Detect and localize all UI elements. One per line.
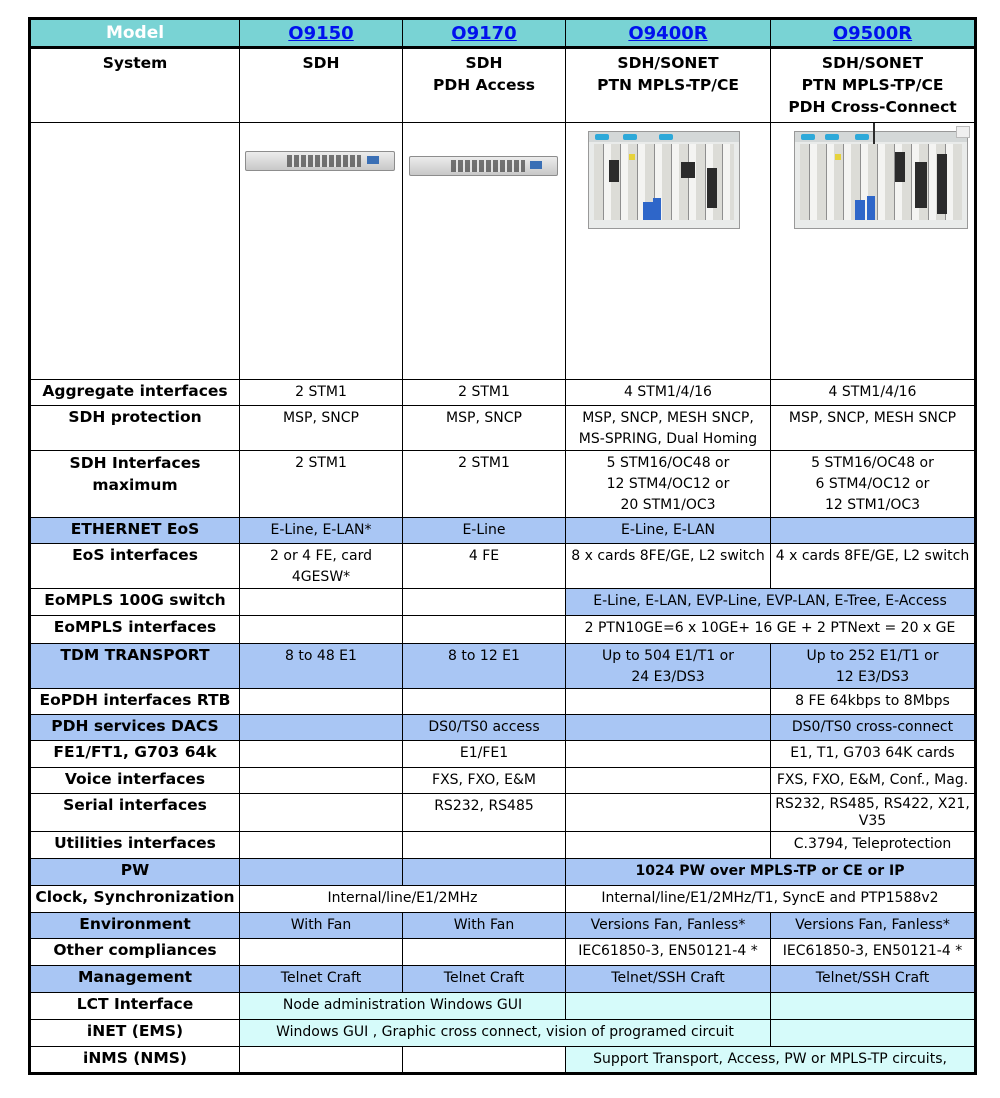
cell-o9150: MSP, SNCP <box>240 406 403 451</box>
model-link-o9500r[interactable]: O9500R <box>832 22 913 44</box>
cell-o9500r: Telnet/SSH Craft <box>771 966 976 993</box>
cell-o9150: Telnet Craft <box>240 966 403 993</box>
row-label: ETHERNET EoS <box>30 518 240 544</box>
row-eos-interfaces <box>30 544 976 589</box>
cell-o9170: 2 STM1 <box>403 451 566 518</box>
row-aggregate <box>30 380 976 406</box>
cell-o9400r <box>566 715 771 741</box>
header-model-o9400r <box>566 19 771 48</box>
row-ethernet-eos <box>30 518 976 544</box>
row-label: iNMS (NMS) <box>30 1047 240 1074</box>
header-model: Model <box>30 19 240 48</box>
row-label: Serial interfaces <box>30 794 240 832</box>
cell-o9150 <box>240 859 403 886</box>
cell-o9400r-o9500r: E-Line, E-LAN, EVP-Line, EVP-LAN, E-Tree, E-Access <box>566 589 976 616</box>
cell-o9150-o9400r: Windows GUI , Graphic cross connect, vision of programed circuit <box>240 1020 771 1047</box>
system-row <box>30 48 976 123</box>
row-inms <box>30 1047 976 1074</box>
cell-o9170 <box>403 832 566 859</box>
cell-o9150 <box>240 768 403 794</box>
image-row-label <box>30 123 240 380</box>
header-model-o9150 <box>240 19 403 48</box>
row-label: PDH services DACS <box>30 715 240 741</box>
system-o9500r: SDH/SONET PTN MPLS-TP/CE PDH Cross-Connect <box>771 48 976 123</box>
header-model-o9500r <box>771 19 976 48</box>
cell-o9400r <box>566 741 771 768</box>
header-row <box>30 19 976 48</box>
cell-o9500r: 4 STM1/4/16 <box>771 380 976 406</box>
cell-o9170: E1/FE1 <box>403 741 566 768</box>
row-environment <box>30 913 976 939</box>
cell-o9400r: Versions Fan, Fanless* <box>566 913 771 939</box>
cell-o9400r-o9500r: Internal/line/E1/2MHz/T1, SyncE and PTP1588v2 <box>566 886 976 913</box>
row-label: iNET (EMS) <box>30 1020 240 1047</box>
row-pw <box>30 859 976 886</box>
cell-o9150 <box>240 689 403 715</box>
cell-o9150 <box>240 715 403 741</box>
row-utilities <box>30 832 976 859</box>
device-image-o9150 <box>245 151 395 171</box>
cell-o9150 <box>240 939 403 966</box>
cell-o9150-o9170: Internal/line/E1/2MHz <box>240 886 566 913</box>
cell-o9500r: MSP, SNCP, MESH SNCP <box>771 406 976 451</box>
cell-o9170: RS232, RS485 <box>403 794 566 832</box>
cell-o9500r: C.3794, Teleprotection <box>771 832 976 859</box>
cell-o9500r <box>771 518 976 544</box>
row-label: Environment <box>30 913 240 939</box>
cell-o9400r: Up to 504 E1/T1 or 24 E3/DS3 <box>566 644 771 689</box>
cell-o9400r-o9500r: Support Transport, Access, PW or MPLS-TP circuits, <box>566 1047 976 1074</box>
cell-o9400r <box>566 689 771 715</box>
row-voice <box>30 768 976 794</box>
row-label: EoMPLS 100G switch <box>30 589 240 616</box>
product-comparison-table <box>28 17 977 1075</box>
row-label-system: System <box>30 48 240 123</box>
row-eompls-switch <box>30 589 976 616</box>
row-label: Aggregate interfaces <box>30 380 240 406</box>
row-management <box>30 966 976 993</box>
device-image-cell-o9150 <box>240 123 403 380</box>
cell-o9500r: E1, T1, G703 64K cards <box>771 741 976 768</box>
cell-o9150 <box>240 616 403 644</box>
device-image-o9170 <box>409 156 558 176</box>
row-label: PW <box>30 859 240 886</box>
cell-o9150-o9170: Node administration Windows GUI <box>240 993 566 1020</box>
cell-o9150: 2 STM1 <box>240 380 403 406</box>
row-tdm-transport <box>30 644 976 689</box>
device-image-cell-o9170 <box>403 123 566 380</box>
cell-o9400r-o9500r: 2 PTN10GE=6 x 10GE+ 16 GE + 2 PTNext = 20 x GE <box>566 616 976 644</box>
cell-o9400r: IEC61850-3, EN50121-4 * <box>566 939 771 966</box>
cell-o9400r <box>566 993 771 1020</box>
row-fe1 <box>30 741 976 768</box>
cell-o9150 <box>240 832 403 859</box>
row-sdh-interfaces <box>30 451 976 518</box>
dropdown-arrow-icon[interactable] <box>956 126 970 138</box>
cell-o9400r <box>566 768 771 794</box>
cell-o9150 <box>240 1047 403 1074</box>
device-image-o9400r <box>588 131 740 229</box>
cell-o9170 <box>403 616 566 644</box>
cell-o9170: FXS, FXO, E&M <box>403 768 566 794</box>
cell-o9500r: 8 FE 64kbps to 8Mbps <box>771 689 976 715</box>
model-link-o9400r[interactable]: O9400R <box>628 22 708 44</box>
row-label: SDH protection <box>30 406 240 451</box>
cell-o9400r: 5 STM16/OC48 or 12 STM4/OC12 or 20 STM1/OC3 <box>566 451 771 518</box>
row-serial <box>30 794 976 832</box>
cell-o9170: Telnet Craft <box>403 966 566 993</box>
cell-o9150: 2 or 4 FE, card 4GESW* <box>240 544 403 589</box>
cell-o9150: With Fan <box>240 913 403 939</box>
cell-o9170: 4 FE <box>403 544 566 589</box>
cell-o9500r: Up to 252 E1/T1 or 12 E3/DS3 <box>771 644 976 689</box>
row-label: Other compliances <box>30 939 240 966</box>
row-label: LCT Interface <box>30 993 240 1020</box>
cell-o9400r: 8 x cards 8FE/GE, L2 switch <box>566 544 771 589</box>
device-image-o9500r <box>794 131 968 229</box>
row-label: Utilities interfaces <box>30 832 240 859</box>
row-sdh-protection <box>30 406 976 451</box>
device-image-row <box>30 123 976 380</box>
cell-o9170: E-Line <box>403 518 566 544</box>
cell-o9500r: Versions Fan, Fanless* <box>771 913 976 939</box>
cell-o9170: MSP, SNCP <box>403 406 566 451</box>
model-link-o9170[interactable]: O9170 <box>451 22 517 44</box>
cell-o9150 <box>240 741 403 768</box>
cell-o9170: With Fan <box>403 913 566 939</box>
cell-o9400r: E-Line, E-LAN <box>566 518 771 544</box>
cell-o9170 <box>403 689 566 715</box>
cell-o9500r: RS232, RS485, RS422, X21, V35 <box>771 794 976 832</box>
row-label: Voice interfaces <box>30 768 240 794</box>
cell-o9400r: 4 STM1/4/16 <box>566 380 771 406</box>
cell-o9170 <box>403 589 566 616</box>
model-link-o9150[interactable]: O9150 <box>288 22 354 44</box>
row-label: EoPDH interfaces RTB <box>30 689 240 715</box>
cell-o9170 <box>403 1047 566 1074</box>
cell-o9400r <box>566 832 771 859</box>
cell-o9400r: Telnet/SSH Craft <box>566 966 771 993</box>
cell-o9170: 2 STM1 <box>403 380 566 406</box>
row-label: Clock, Synchronization <box>30 886 240 913</box>
cell-o9400r: MSP, SNCP, MESH SNCP, MS-SPRING, Dual Homing <box>566 406 771 451</box>
header-model-o9170 <box>403 19 566 48</box>
row-label: EoS interfaces <box>30 544 240 589</box>
cell-o9400r-o9500r: 1024 PW over MPLS-TP or CE or IP <box>566 859 976 886</box>
system-o9170: SDH PDH Access <box>403 48 566 123</box>
row-eompls-interfaces <box>30 616 976 644</box>
row-label: Management <box>30 966 240 993</box>
cell-o9500r: 4 x cards 8FE/GE, L2 switch <box>771 544 976 589</box>
row-eopdh <box>30 689 976 715</box>
cell-o9150: 8 to 48 E1 <box>240 644 403 689</box>
system-o9150: SDH <box>240 48 403 123</box>
system-o9400r: SDH/SONET PTN MPLS-TP/CE <box>566 48 771 123</box>
cell-o9150 <box>240 794 403 832</box>
cell-o9150: 2 STM1 <box>240 451 403 518</box>
cell-o9500r: 5 STM16/OC48 or 6 STM4/OC12 or 12 STM1/OC3 <box>771 451 976 518</box>
cell-o9500r: DS0/TS0 cross-connect <box>771 715 976 741</box>
cell-o9150 <box>240 589 403 616</box>
row-inet <box>30 1020 976 1047</box>
cell-o9500r: FXS, FXO, E&M, Conf., Mag. <box>771 768 976 794</box>
row-label: EoMPLS interfaces <box>30 616 240 644</box>
device-image-cell-o9500r <box>771 123 976 380</box>
cell-o9170 <box>403 939 566 966</box>
cell-o9170: DS0/TS0 access <box>403 715 566 741</box>
cell-o9500r <box>771 993 976 1020</box>
row-label: SDH Interfaces maximum <box>30 451 240 518</box>
cell-o9500r: IEC61850-3, EN50121-4 * <box>771 939 976 966</box>
row-label: TDM TRANSPORT <box>30 644 240 689</box>
row-compliances <box>30 939 976 966</box>
row-label: FE1/FT1, G703 64k <box>30 741 240 768</box>
cell-o9170 <box>403 859 566 886</box>
comparison-table-wrapper <box>28 17 974 1075</box>
row-pdh-dacs <box>30 715 976 741</box>
device-image-cell-o9400r <box>566 123 771 380</box>
row-lct <box>30 993 976 1020</box>
cell-o9150: E-Line, E-LAN* <box>240 518 403 544</box>
cell-o9500r <box>771 1020 976 1047</box>
row-clock <box>30 886 976 913</box>
cell-o9170: 8 to 12 E1 <box>403 644 566 689</box>
cell-o9400r <box>566 794 771 832</box>
